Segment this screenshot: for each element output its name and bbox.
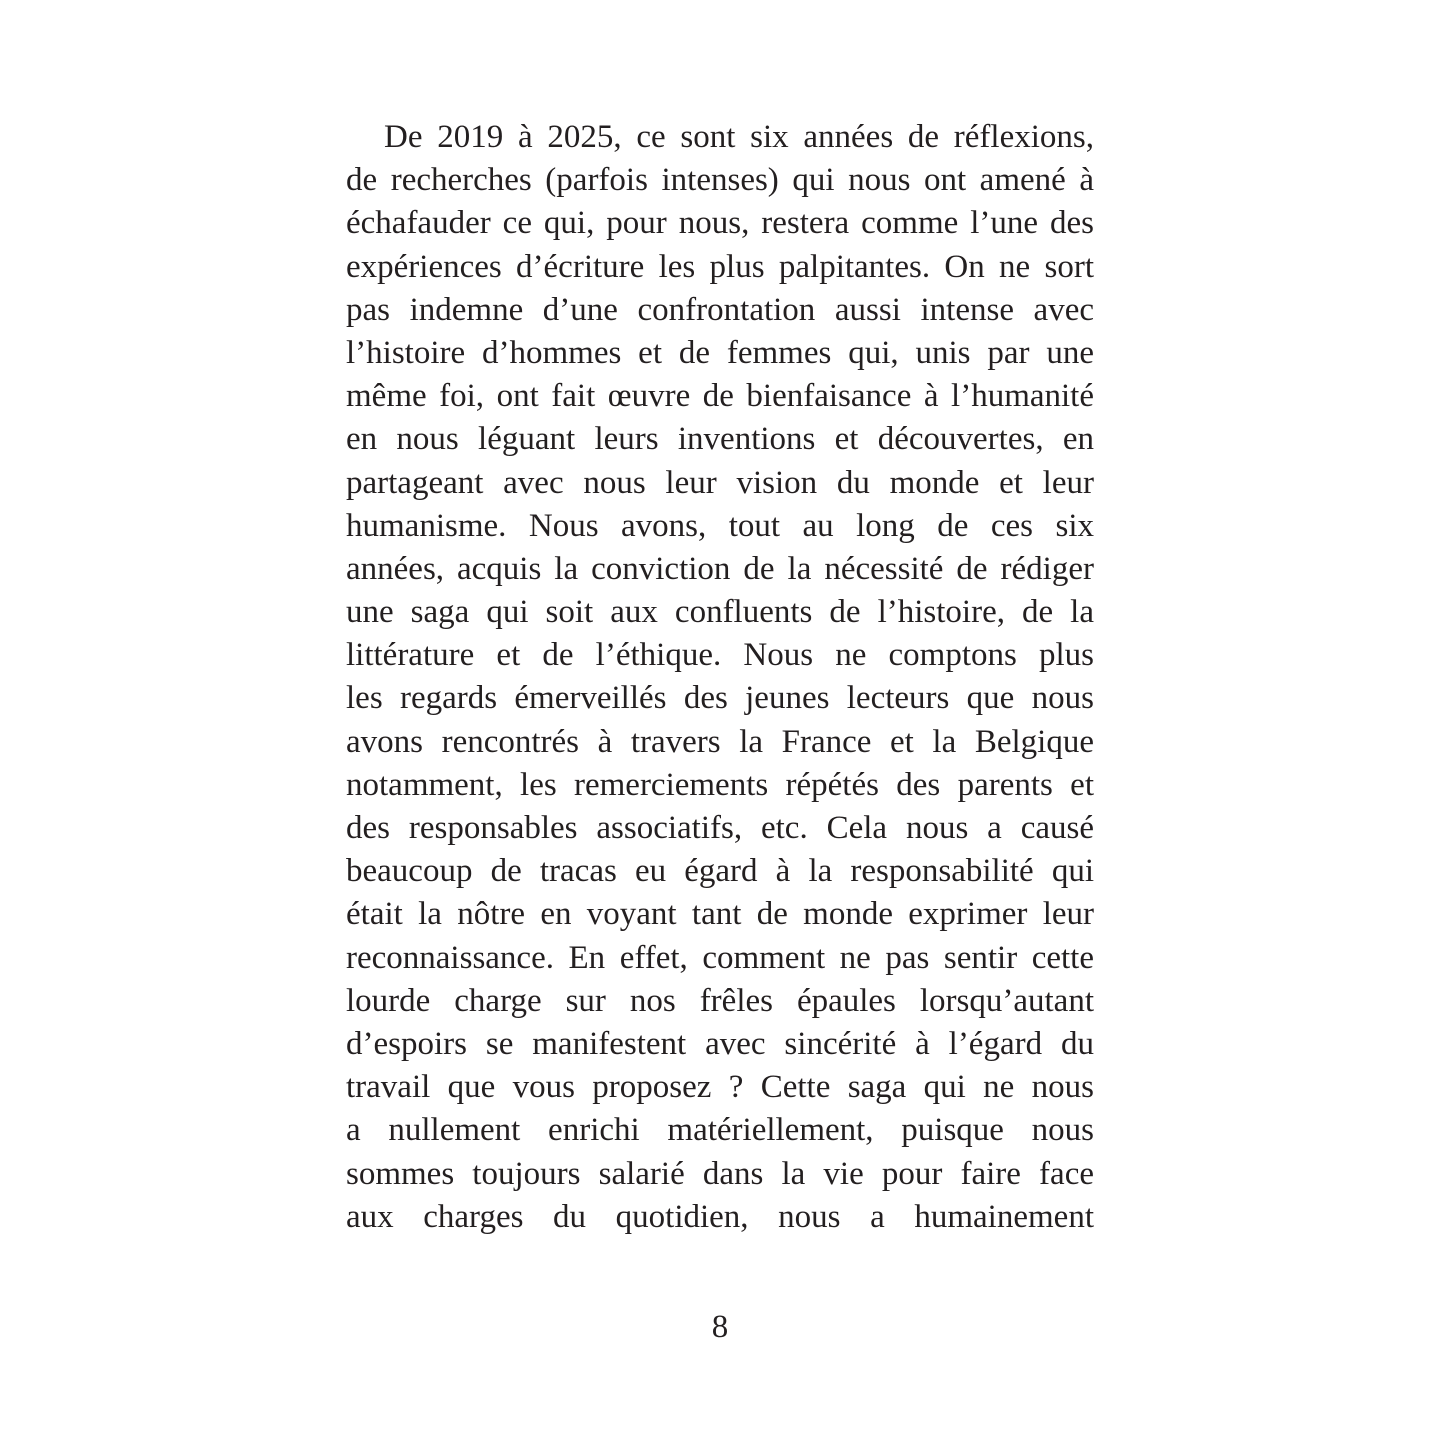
text-line: littérature et de l’éthique. Nous ne comptons plus [346,637,1094,674]
page-number: 8 [711,1309,729,1345]
text-line: en nous léguant leurs inventions et découvertes, en [346,421,1094,458]
text-line: travail que vous proposez ? Cette saga qui ne nous [346,1069,1094,1106]
text-line: années, acquis la conviction de la nécessité de rédiger [346,550,1094,587]
text-line: aux charges du quotidien, nous a humainement [346,1198,1094,1235]
text-line: des responsables associatifs, etc. Cela nous a causé [346,810,1094,846]
text-line: notamment, les remerciements répétés des parents et [346,766,1094,803]
text-line: même foi, ont fait œuvre de bienfaisance à l’humanité [346,378,1094,415]
body-text [346,116,1094,1239]
text-line: partageant avec nous leur vision du monde et leur [346,464,1094,501]
text-line: reconnaissance. En effet, comment ne pas sentir cette [346,939,1094,976]
text-line: une saga qui soit aux confluents de l’histoire, de la [346,594,1094,631]
text-line: avons rencontrés à travers la France et la Belgique [346,723,1094,760]
text-line: lourde charge sur nos frêles épaules lorsqu’autant [346,982,1094,1019]
text-line: l’histoire d’hommes et de femmes qui, unis par une [346,334,1094,371]
text-line: de recherches (parfois intenses) qui nous ont amené à [346,162,1094,199]
text-line: les regards émerveillés des jeunes lecteurs que nous [346,680,1094,717]
text-line: humanisme. Nous avons, tout au long de ces six [346,507,1094,544]
text-line: expériences d’écriture les plus palpitantes. On ne sort [346,248,1094,285]
text-line: a nullement enrichi matériellement, puisque nous [346,1112,1094,1149]
text-line: échafauder ce qui, pour nous, restera comme l’une des [346,205,1094,242]
text-line: beaucoup de tracas eu égard à la responsabilité qui [346,853,1094,890]
text-line: De 2019 à 2025, ce sont six années de réflexions, [384,119,1094,155]
text-line: pas indemne d’une confrontation aussi intense avec [346,291,1094,328]
text-line: sommes toujours salarié dans la vie pour faire face [346,1155,1094,1192]
text-line: d’espoirs se manifestent avec sincérité à l’égard du [346,1025,1094,1062]
text-line: était la nôtre en voyant tant de monde exprimer leur [346,896,1094,933]
